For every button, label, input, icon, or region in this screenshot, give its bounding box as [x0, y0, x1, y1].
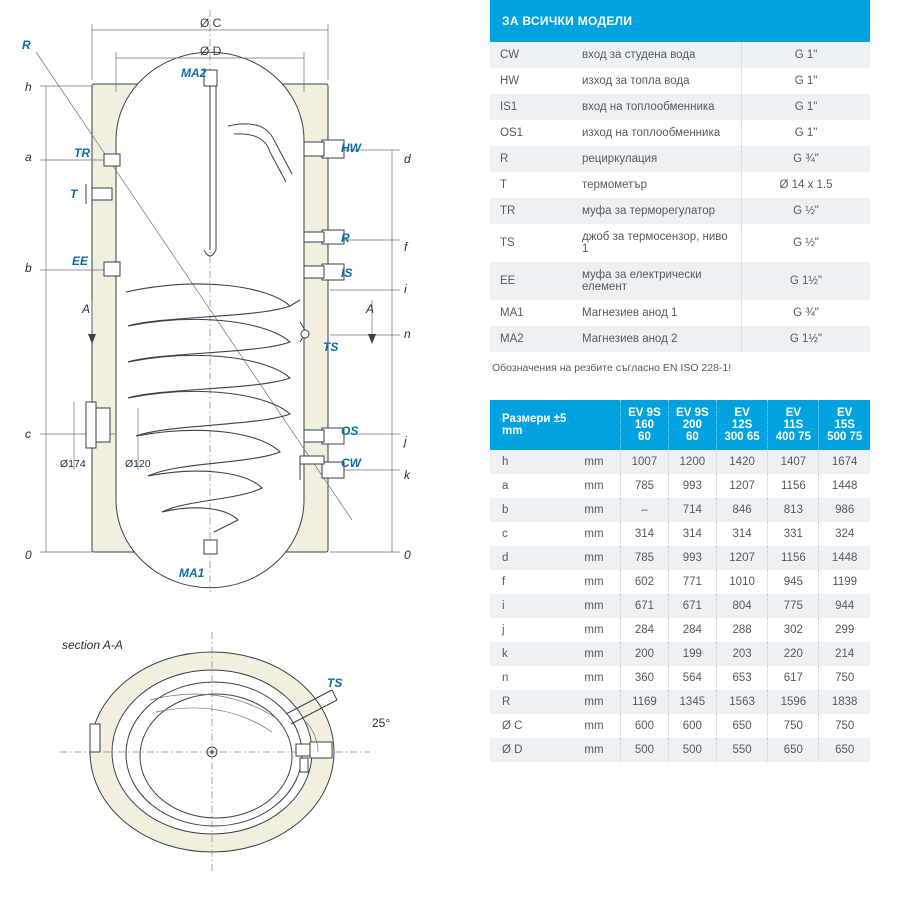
dim-row-unit: mm — [568, 474, 621, 498]
table-all-models-title: ЗА ВСИЧКИ МОДЕЛИ — [490, 0, 870, 42]
dim-cell: 203 — [716, 642, 768, 666]
table-row — [490, 474, 870, 498]
dim-cell: 671 — [668, 594, 716, 618]
model-code: T — [490, 172, 572, 198]
dim-row-label: c — [490, 522, 568, 546]
table-row — [490, 546, 870, 570]
table-row — [490, 94, 870, 120]
table-row — [490, 172, 870, 198]
table-row — [490, 224, 870, 262]
dim-col-header: EV 12S 300 65 — [716, 400, 768, 450]
table-all-models — [490, 0, 870, 352]
dim-cell: 302 — [768, 618, 819, 642]
dim-col-header: EV 15S 500 75 — [819, 400, 870, 450]
dim-cell: 846 — [716, 498, 768, 522]
dim-cell: 785 — [621, 474, 669, 498]
table-row — [490, 690, 870, 714]
dim-row-unit: mm — [568, 714, 621, 738]
dim-cell: 993 — [668, 474, 716, 498]
model-desc: джоб за термосензор, ниво 1 — [572, 224, 742, 262]
dim-cell: 600 — [668, 714, 716, 738]
dim-cell: 1674 — [819, 450, 870, 474]
model-code: IS1 — [490, 94, 572, 120]
dim-cell: 1169 — [621, 690, 669, 714]
dim-cell: 1407 — [768, 450, 819, 474]
dim-cell: 314 — [716, 522, 768, 546]
model-desc: муфа за терморегулатор — [572, 198, 742, 224]
model-desc: рециркулация — [572, 146, 742, 172]
model-value: G 1½" — [742, 262, 871, 300]
dim-cell: 1200 — [668, 450, 716, 474]
table-row — [490, 42, 870, 68]
drawing-label-sectionaa-30: section A-A — [62, 638, 123, 652]
drawing-label-25-32: 25° — [372, 716, 391, 730]
dim-row-unit: mm — [568, 570, 621, 594]
dim-cell: 1207 — [716, 546, 768, 570]
table-row — [490, 570, 870, 594]
model-code: MA2 — [490, 326, 572, 352]
model-desc: муфа за електрически елемент — [572, 262, 742, 300]
dim-cell: 1156 — [768, 546, 819, 570]
dim-cell: 314 — [621, 522, 669, 546]
dim-row-unit: mm — [568, 690, 621, 714]
dim-cell: 1010 — [716, 570, 768, 594]
model-value: G 1" — [742, 42, 871, 68]
drawing-label-c-24: c — [25, 427, 31, 441]
dim-row-label: b — [490, 498, 568, 522]
dim-row-unit: mm — [568, 666, 621, 690]
table-row — [490, 326, 870, 352]
dim-cell: 564 — [668, 666, 716, 690]
table-row — [490, 738, 870, 762]
drawing-label-ma1-29: MA1 — [179, 566, 205, 580]
drawing-label-r-3: R — [22, 38, 31, 52]
dim-cell: 671 — [621, 594, 669, 618]
dim-cell: 986 — [819, 498, 870, 522]
dim-row-label: f — [490, 570, 568, 594]
drawing-label-t-7: T — [70, 187, 78, 201]
drawing-label-0-27: 0 — [25, 548, 32, 562]
dim-cell: 1448 — [819, 474, 870, 498]
drawing-label-os-20: OS — [341, 424, 359, 438]
drawing-label-c-0: Ø C — [200, 16, 222, 30]
table-row — [490, 262, 870, 300]
dim-cell: 1007 — [621, 450, 669, 474]
dim-cell: 602 — [621, 570, 669, 594]
dim-cell: 617 — [768, 666, 819, 690]
model-code: TR — [490, 198, 572, 224]
dim-cell: 944 — [819, 594, 870, 618]
table-row — [490, 450, 870, 474]
table-row — [490, 618, 870, 642]
model-value: Ø 14 x 1.5 — [742, 172, 871, 198]
dim-cell: 650 — [819, 738, 870, 762]
drawing-label-cw-22: CW — [341, 456, 361, 470]
dim-cell: 500 — [621, 738, 669, 762]
table-row — [490, 522, 870, 546]
dim-cell: 771 — [668, 570, 716, 594]
drawing-label-a-10: A — [82, 302, 91, 316]
table-row — [490, 666, 870, 690]
dim-row-label: d — [490, 546, 568, 570]
model-value: G 1" — [742, 94, 871, 120]
dim-cell: 813 — [768, 498, 819, 522]
dim-cell: 1420 — [716, 450, 768, 474]
table-dimensions — [490, 400, 870, 762]
drawing-label-ts-19: TS — [323, 340, 339, 354]
model-code: MA1 — [490, 300, 572, 326]
dim-row-label: Ø C — [490, 714, 568, 738]
dim-cell: 993 — [668, 546, 716, 570]
dim-cell: 284 — [621, 618, 669, 642]
dim-cell: 299 — [819, 618, 870, 642]
dim-cell: 360 — [621, 666, 669, 690]
drawing-label-174-25: Ø174 — [60, 458, 86, 470]
model-desc: вход за студена вода — [572, 42, 742, 68]
dim-cell: 324 — [819, 522, 870, 546]
dim-row-unit: mm — [568, 546, 621, 570]
dim-cell: 1199 — [819, 570, 870, 594]
dim-row-unit: mm — [568, 642, 621, 666]
table-row — [490, 300, 870, 326]
dim-cell: 1596 — [768, 690, 819, 714]
dim-cell: 750 — [819, 666, 870, 690]
table-row — [490, 594, 870, 618]
model-desc: Магнезиев анод 1 — [572, 300, 742, 326]
dim-cell: 750 — [768, 714, 819, 738]
drawing-label-f-15: f — [404, 240, 408, 254]
dim-cell: 200 — [621, 642, 669, 666]
dim-row-unit: mm — [568, 594, 621, 618]
dim-cell: 314 — [668, 522, 716, 546]
dim-cell: 214 — [819, 642, 870, 666]
dim-cell: 550 — [716, 738, 768, 762]
drawing-label-j-21: j — [404, 434, 407, 448]
dim-cell: 650 — [716, 714, 768, 738]
drawing-label-0-28: 0 — [404, 548, 411, 562]
model-code: EE — [490, 262, 572, 300]
dim-cell: 1448 — [819, 546, 870, 570]
drawing-label-tr-6: TR — [74, 146, 90, 160]
dim-cell: 804 — [716, 594, 768, 618]
drawing-label-120-26: Ø120 — [125, 458, 151, 470]
dim-row-label: h — [490, 450, 568, 474]
dim-row-label: j — [490, 618, 568, 642]
dim-col-header: EV 9S 160 60 — [621, 400, 669, 450]
model-desc: изход на топлообменника — [572, 120, 742, 146]
model-value: G ¾" — [742, 146, 871, 172]
dim-row-unit: mm — [568, 450, 621, 474]
dim-cell: 714 — [668, 498, 716, 522]
drawing-label-hw-12: HW — [341, 141, 361, 155]
tables-panel — [490, 0, 890, 762]
table-row — [490, 714, 870, 738]
drawing-label-ts-31: TS — [327, 676, 343, 690]
dim-cell: – — [621, 498, 669, 522]
model-code: CW — [490, 42, 572, 68]
dim-cell: 1345 — [668, 690, 716, 714]
model-desc: термометър — [572, 172, 742, 198]
dim-cell: 331 — [768, 522, 819, 546]
table-row — [490, 146, 870, 172]
dim-row-label: Ø D — [490, 738, 568, 762]
dim-cell: 288 — [716, 618, 768, 642]
drawing-label-n-18: n — [404, 327, 411, 341]
dim-cell: 220 — [768, 642, 819, 666]
dim-cell: 1156 — [768, 474, 819, 498]
model-desc: изход за топла вода — [572, 68, 742, 94]
dim-row-unit: mm — [568, 738, 621, 762]
dim-cell: 750 — [819, 714, 870, 738]
dim-cell: 653 — [716, 666, 768, 690]
dim-cell: 600 — [621, 714, 669, 738]
dim-row-unit: mm — [568, 522, 621, 546]
model-value: G 1½" — [742, 326, 871, 352]
thread-note: Обозначения на резбите съгласно EN ISO 228-1! — [492, 362, 732, 374]
table-row — [490, 642, 870, 666]
table-row — [490, 198, 870, 224]
dim-cell: 199 — [668, 642, 716, 666]
model-desc: вход на топлообменника — [572, 94, 742, 120]
model-code: TS — [490, 224, 572, 262]
drawing-label-ma2-2: MA2 — [181, 66, 207, 80]
model-code: HW — [490, 68, 572, 94]
dim-header-first: Размери ±5 mm — [490, 400, 621, 450]
drawing-label-d-13: d — [404, 152, 411, 166]
dim-cell: 1207 — [716, 474, 768, 498]
drawing-label-d-1: Ø D — [200, 44, 222, 58]
dim-cell: 945 — [768, 570, 819, 594]
model-value: G 1" — [742, 120, 871, 146]
model-code: OS1 — [490, 120, 572, 146]
drawing-label-ee-8: EE — [72, 254, 89, 268]
drawing-label-a-5: a — [25, 150, 32, 164]
model-value: G ¾" — [742, 300, 871, 326]
dim-row-label: R — [490, 690, 568, 714]
dim-cell: 650 — [768, 738, 819, 762]
dim-col-header: EV 11S 400 75 — [768, 400, 819, 450]
drawing-label-h-4: h — [25, 80, 32, 94]
dim-cell: 775 — [768, 594, 819, 618]
dim-row-label: n — [490, 666, 568, 690]
model-code: R — [490, 146, 572, 172]
dim-row-label: i — [490, 594, 568, 618]
dim-row-unit: mm — [568, 498, 621, 522]
drawing-label-k-23: k — [404, 468, 410, 482]
table-row — [490, 120, 870, 146]
dim-cell: 500 — [668, 738, 716, 762]
drawing-label-r-14: R — [341, 231, 350, 245]
drawing-label-b-9: b — [25, 261, 32, 275]
drawing-label-is-16: IS — [341, 266, 353, 280]
dim-row-unit: mm — [568, 618, 621, 642]
table-row — [490, 68, 870, 94]
drawing-label-i-17: i — [404, 282, 407, 296]
dim-col-header: EV 9S 200 60 — [668, 400, 716, 450]
dim-cell: 1563 — [716, 690, 768, 714]
dim-cell: 785 — [621, 546, 669, 570]
model-value: G 1" — [742, 68, 871, 94]
dim-cell: 1838 — [819, 690, 870, 714]
model-desc: Магнезиев анод 2 — [572, 326, 742, 352]
table-row — [490, 498, 870, 522]
drawing-label-a-11: A — [366, 302, 375, 316]
dim-cell: 284 — [668, 618, 716, 642]
dim-row-label: a — [490, 474, 568, 498]
dim-row-label: k — [490, 642, 568, 666]
model-value: G ½" — [742, 198, 871, 224]
model-value: G ½" — [742, 224, 871, 262]
